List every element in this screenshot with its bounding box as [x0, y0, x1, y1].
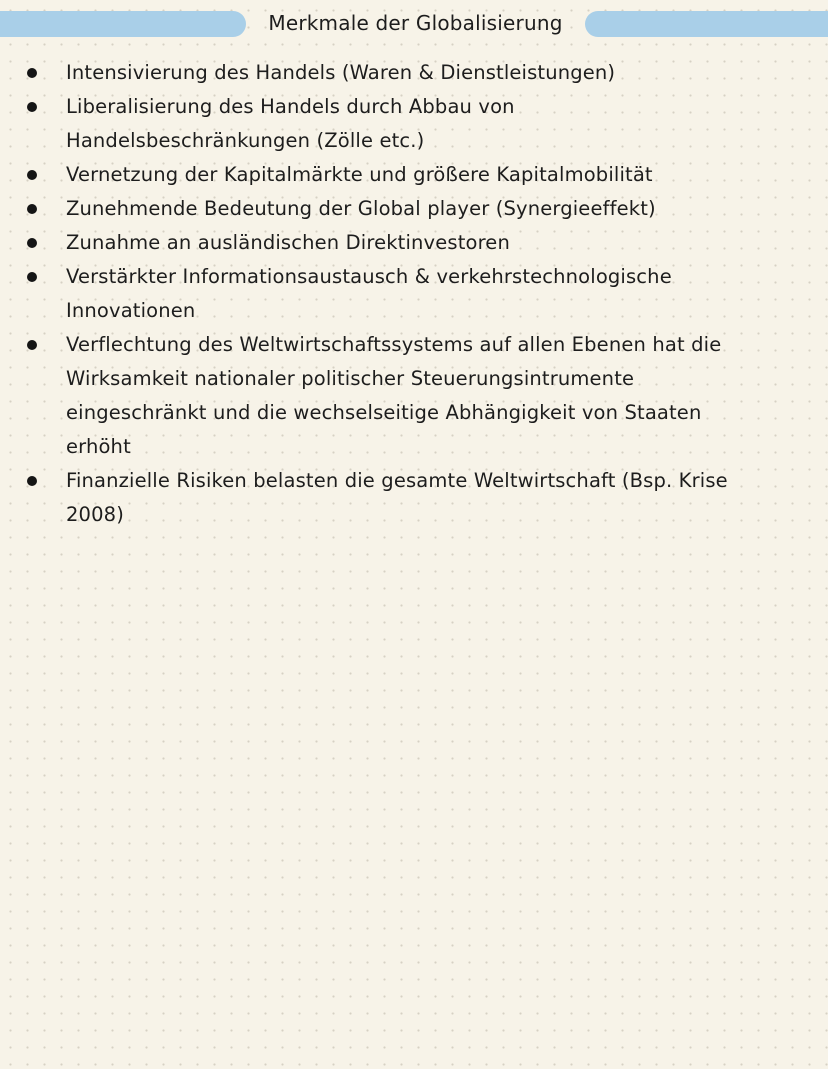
- list-item: [0, 328, 828, 464]
- list-item: [0, 56, 828, 90]
- list-item-text: Finanzielle Risiken belasten die gesamte Weltwirtschaft (Bsp. Krise 2008): [66, 469, 728, 526]
- bullet-icon: [27, 238, 37, 248]
- bullet-icon: [27, 204, 37, 214]
- list-item: [0, 192, 828, 226]
- list-item-text: Verflechtung des Weltwirtschaftssystems auf allen Ebenen hat die Wirksamkeit nationaler politischer Steuerungsintrumente eingeschränkt und die wechselseitige Abhängigkeit von Staaten erhöht: [66, 333, 722, 458]
- bullet-icon: [27, 68, 37, 78]
- list-item: [0, 260, 828, 328]
- bullet-icon: [27, 272, 37, 282]
- list-item-text: Zunehmende Bedeutung der Global player (Synergieeffekt): [66, 197, 656, 220]
- list-item-text: Zunahme an ausländischen Direktinvestoren: [66, 231, 510, 254]
- list-item-text: Intensivierung des Handels (Waren & Dienstleistungen): [66, 61, 616, 84]
- bullet-icon: [27, 476, 37, 486]
- bullet-list: [0, 56, 828, 532]
- title-highlight-right: [585, 11, 828, 37]
- list-item: [0, 90, 828, 158]
- list-item: [0, 158, 828, 192]
- list-item-text: Vernetzung der Kapitalmärkte und größere Kapitalmobilität: [66, 163, 653, 186]
- page-title: Merkmale der Globalisierung: [268, 11, 563, 35]
- list-item: [0, 464, 828, 532]
- title-highlight-left: [0, 11, 246, 37]
- list-item-text: Verstärkter Informationsaustausch & verkehrstechnologische Innovationen: [66, 265, 672, 322]
- bullet-icon: [27, 102, 37, 112]
- bullet-icon: [27, 340, 37, 350]
- list-item-text: Liberalisierung des Handels durch Abbau von Handelsbeschränkungen (Zölle etc.): [66, 95, 515, 152]
- list-item: [0, 226, 828, 260]
- bullet-icon: [27, 170, 37, 180]
